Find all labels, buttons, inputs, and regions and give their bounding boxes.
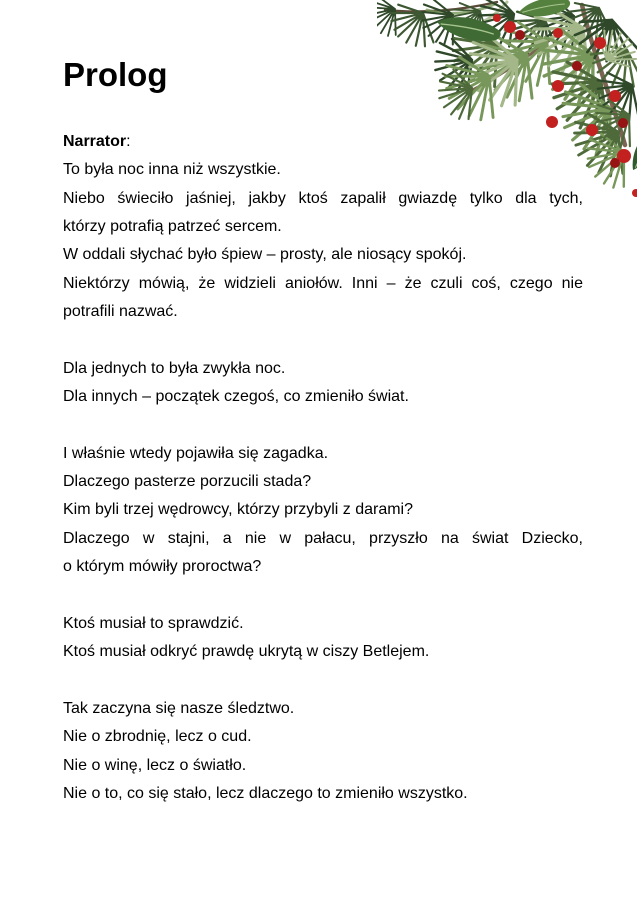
page-title: Prolog [63,56,168,93]
document-body [63,128,583,808]
text-line: Dlaczego w stajni, a nie w pałacu, przyszło na świat Dziecko, [63,529,583,547]
pine-branch [377,0,488,50]
text-line: Ktoś musiał odkryć prawdę ukrytą w ciszy Betlejem. [63,643,430,661]
pine-branch-stems [385,2,625,145]
paragraph [63,128,583,326]
text-line: Dla jednych to była zwykła noc. [63,359,286,377]
pine-branch [431,21,558,122]
text-line: Dla innych – początek czegoś, co zmieniło świat. [63,388,409,406]
text-line: I właśnie wtedy pojawiła się zagadka. [63,444,329,462]
text-line: Niektórzy mówią, że widzieli aniołów. Inni – że czuli coś, czego nie [63,274,583,292]
text-line: Nie o zbrodnię, lecz o cud. [63,728,252,746]
paragraph [63,355,583,412]
text-line: To była noc inna niż wszystkie. [63,161,281,179]
text-line: Kim byli trzej wędrowcy, którzy przybyli z darami? [63,501,414,519]
text-line: Ktoś musiał to sprawdzić. [63,614,244,632]
text-line: potrafili nazwać. [63,303,178,321]
text-line: Tak zaczyna się nasze śledztwo. [63,699,295,717]
speaker-label: Narrator [63,133,127,150]
paragraph [63,610,583,667]
pine-branch [426,0,613,102]
text-line: Nie o to, co się stało, lecz dlaczego to zmieniło wszystko. [63,784,468,802]
text-line: Nie o winę, lecz o światło. [63,756,247,774]
text-line: o którym mówiły proroctwa? [63,558,262,576]
speaker-line: Narrator: [63,133,131,150]
text-line: Niebo świeciło jaśniej, jakby ktoś zapalił gwiazdę tylko dla tych, [63,189,583,207]
paragraph [63,695,583,808]
text-line: Dlaczego pasterze porzucili stada? [63,473,312,491]
paragraph [63,440,583,582]
text-line: W oddali słychać było śpiew – prosty, ale niosący spokój. [63,246,467,264]
text-line: którzy potrafią patrzeć sercem. [63,218,282,236]
